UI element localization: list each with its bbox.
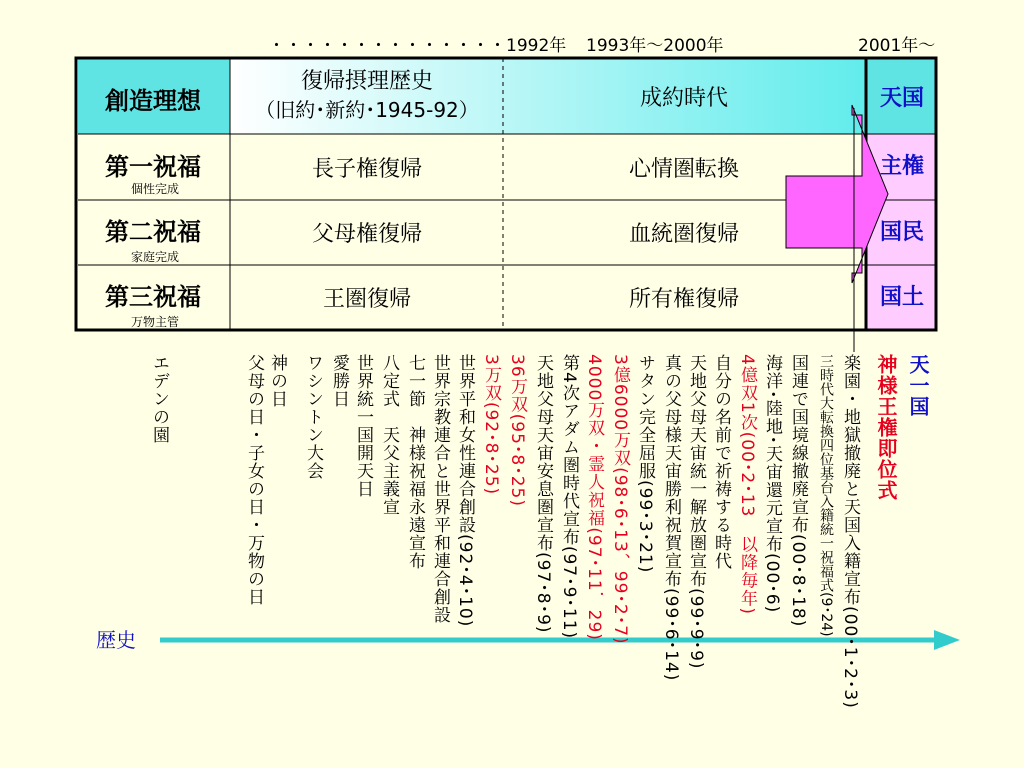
event-label: 愛勝日 bbox=[329, 354, 349, 408]
right-cell-row2: 血統圏復帰 bbox=[628, 222, 739, 247]
event-label-cheon-il-guk: 天一国 bbox=[906, 354, 930, 417]
event-label: 天地父母天宙安息圏宣布(97･8･9) bbox=[533, 354, 553, 634]
event-label: 海洋･陸地･天宙還元宣布(00･6) bbox=[762, 354, 782, 614]
end-cell-people: 国民 bbox=[879, 219, 924, 245]
history-heading bbox=[232, 58, 502, 133]
era-label-2001: 2001年〜 bbox=[858, 36, 936, 56]
event-label: サタン完全屈服(99･3･21) bbox=[635, 354, 655, 574]
right-cell-row3: 所有権復帰 bbox=[628, 287, 739, 312]
row-head-third-blessing: 第三祝福 bbox=[105, 282, 201, 311]
event-label: 天地父母天宙統一解放圏宣布(99･9･9) bbox=[686, 354, 706, 670]
timeline-arrowhead bbox=[934, 630, 960, 650]
row-head-ideal: 創造理想 bbox=[105, 86, 201, 115]
left-cell-row2: 父母権復帰 bbox=[311, 222, 422, 247]
end-cell-land: 国土 bbox=[879, 284, 924, 310]
event-label: 父母の日・子女の日・万物の日 bbox=[244, 354, 264, 606]
event-label: 4000万双・霊人祝福(97･11．29) bbox=[584, 354, 604, 641]
row-sub-third-blessing: 万物主管 bbox=[131, 315, 180, 329]
event-label: 世界宗教連合と世界平和連合創設 bbox=[430, 354, 450, 624]
era-label-1993-2000: 1993年〜2000年 bbox=[586, 36, 724, 56]
event-label: 自分の名前で祈祷する時代 bbox=[711, 354, 731, 570]
end-cell-heaven: 天国 bbox=[879, 85, 924, 111]
event-label: 第4次アダム圏時代宣布(97･9･11) bbox=[559, 354, 579, 640]
right-cell-row1: 心情圏転換 bbox=[628, 156, 739, 182]
event-label: 真の父母様天宙勝利祝賀宣布(99･6･14) bbox=[661, 354, 681, 682]
left-cell-row3: 王圏復帰 bbox=[322, 287, 411, 312]
row-sub-first-blessing: 個性完成 bbox=[131, 182, 180, 196]
row-head-first-blessing: 第一祝福 bbox=[105, 152, 201, 181]
event-label: ワシントン大会 bbox=[303, 354, 323, 480]
history-heading-title: 復帰摂理歴史 bbox=[300, 68, 433, 94]
row-sub-second-blessing: 家庭完成 bbox=[131, 250, 180, 264]
event-label: 七一節 神様祝福永遠宣布 bbox=[405, 354, 425, 570]
event-label: 世界平和女性連合創設(92･4･10) bbox=[455, 354, 475, 628]
event-label-coronation: 神様王権即位式 bbox=[874, 354, 898, 501]
event-label: 国連で国境線撤廃宣布(00･8･18) bbox=[788, 354, 808, 628]
event-label: 三時代大転換四位基台入籍統一祝福式(9･24) bbox=[818, 354, 834, 637]
event-label: 神の日 bbox=[267, 354, 287, 408]
right-cell-row0: 成約時代 bbox=[639, 85, 728, 111]
era-label-1992: ・・・・・・・・・・・・・・1992年 bbox=[268, 36, 567, 56]
event-label: 4億双1次(00･2･13 以降毎年) bbox=[737, 354, 757, 615]
event-label: 3万双(92･8･25) bbox=[481, 354, 501, 496]
row-head-second-blessing: 第二祝福 bbox=[105, 217, 201, 246]
event-label: 楽園・地獄撤廃と天国入籍宣布(00･1･2･3) bbox=[840, 354, 860, 709]
event-label: エデンの園 bbox=[149, 354, 169, 444]
timeline-axis-label: 歴史 bbox=[96, 628, 136, 652]
end-cell-sovereignty: 主権 bbox=[879, 153, 924, 179]
event-label: 36万双(95･8･25) bbox=[507, 354, 527, 507]
event-label: 3億6000万双(98･6･13、99･2･7) bbox=[610, 354, 630, 645]
event-label: 八定式 天父主義宣 bbox=[379, 354, 399, 516]
event-label: 世界統一国開天日 bbox=[353, 354, 373, 498]
left-cell-row1: 長子権復帰 bbox=[311, 156, 422, 182]
history-heading-caption: （旧約･新約･1945-92） bbox=[255, 97, 479, 122]
